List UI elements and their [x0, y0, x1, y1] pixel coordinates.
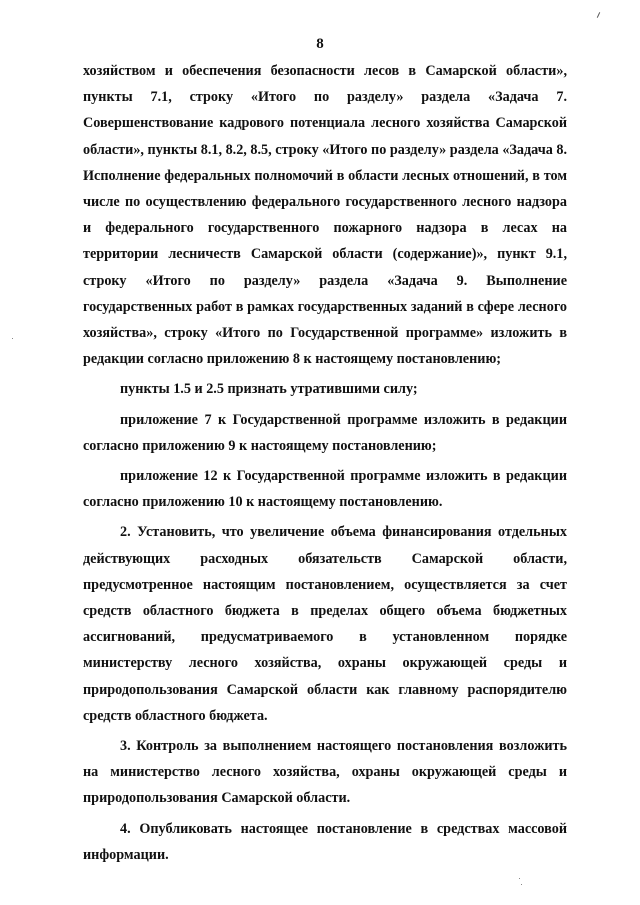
paragraph-clause-3: 3. Контроль за выполнением настоящего постановления возложить на министерство лесного хозяйства, охраны окружающей среды и природопользования Самарской области.: [83, 738, 567, 807]
paragraph-annex-7: приложение 7 к Государственной программе изложить в редакции согласно приложению 9 к настоящему постановлению;: [83, 411, 567, 454]
paragraph-continuation: хозяйством и обеспечения безопасности лесов в Самарской области», пункты 7.1, строку «Итого по разделу» раздела «Задача 7. Совершенствование кадрового потенциала лесного хозяйства Самарской области», пункты 8.1, 8.2, 8.5, строку «Итого по разделу» раздела «Задача 8. Исполнение федеральных полномочий в области лесных отношений, в том числе по осуществлению федерального государственного лесного надзора и федерального государственного пожарного надзора в лесах на территории лесничеств Самарской области (содержание)», пункт 9.1, строку «Итого по разделу» раздела «Задача 9. Выполнение государственных работ в рамках государственных заданий в сфере лесного хозяйства», строку «Итого по Государственной программе» изложить в редакции согласно приложению 8 к настоящему постановлению;: [83, 63, 567, 368]
page-number: 8: [316, 36, 324, 52]
scan-speck: [12, 338, 13, 339]
document-body: [83, 58, 567, 872]
paragraph-annex-12: приложение 12 к Государственной программе изложить в редакции согласно приложению 10 к настоящему постановлению.: [83, 468, 567, 511]
paragraph-items-repealed: пункты 1.5 и 2.5 признать утратившими силу;: [120, 381, 418, 398]
scan-speck: [519, 878, 520, 879]
scan-speck: [521, 884, 522, 885]
paragraph-clause-2: 2. Установить, что увеличение объема финансирования отдельных действующих расходных обязательств Самарской области, предусмотренное настоящим постановлением, осуществляется за счет средств областного бюджета в пределах общего объема бюджетных ассигнований, предусматриваемого в установленном порядке министерству лесного хозяйства, охраны окружающей среды и природопользования Самарской области как главному распорядителю средств областного бюджета.: [83, 524, 567, 724]
paragraph-clause-4: 4. Опубликовать настоящее постановление в средствах массовой информации.: [83, 820, 567, 863]
scan-mark: [597, 12, 600, 18]
